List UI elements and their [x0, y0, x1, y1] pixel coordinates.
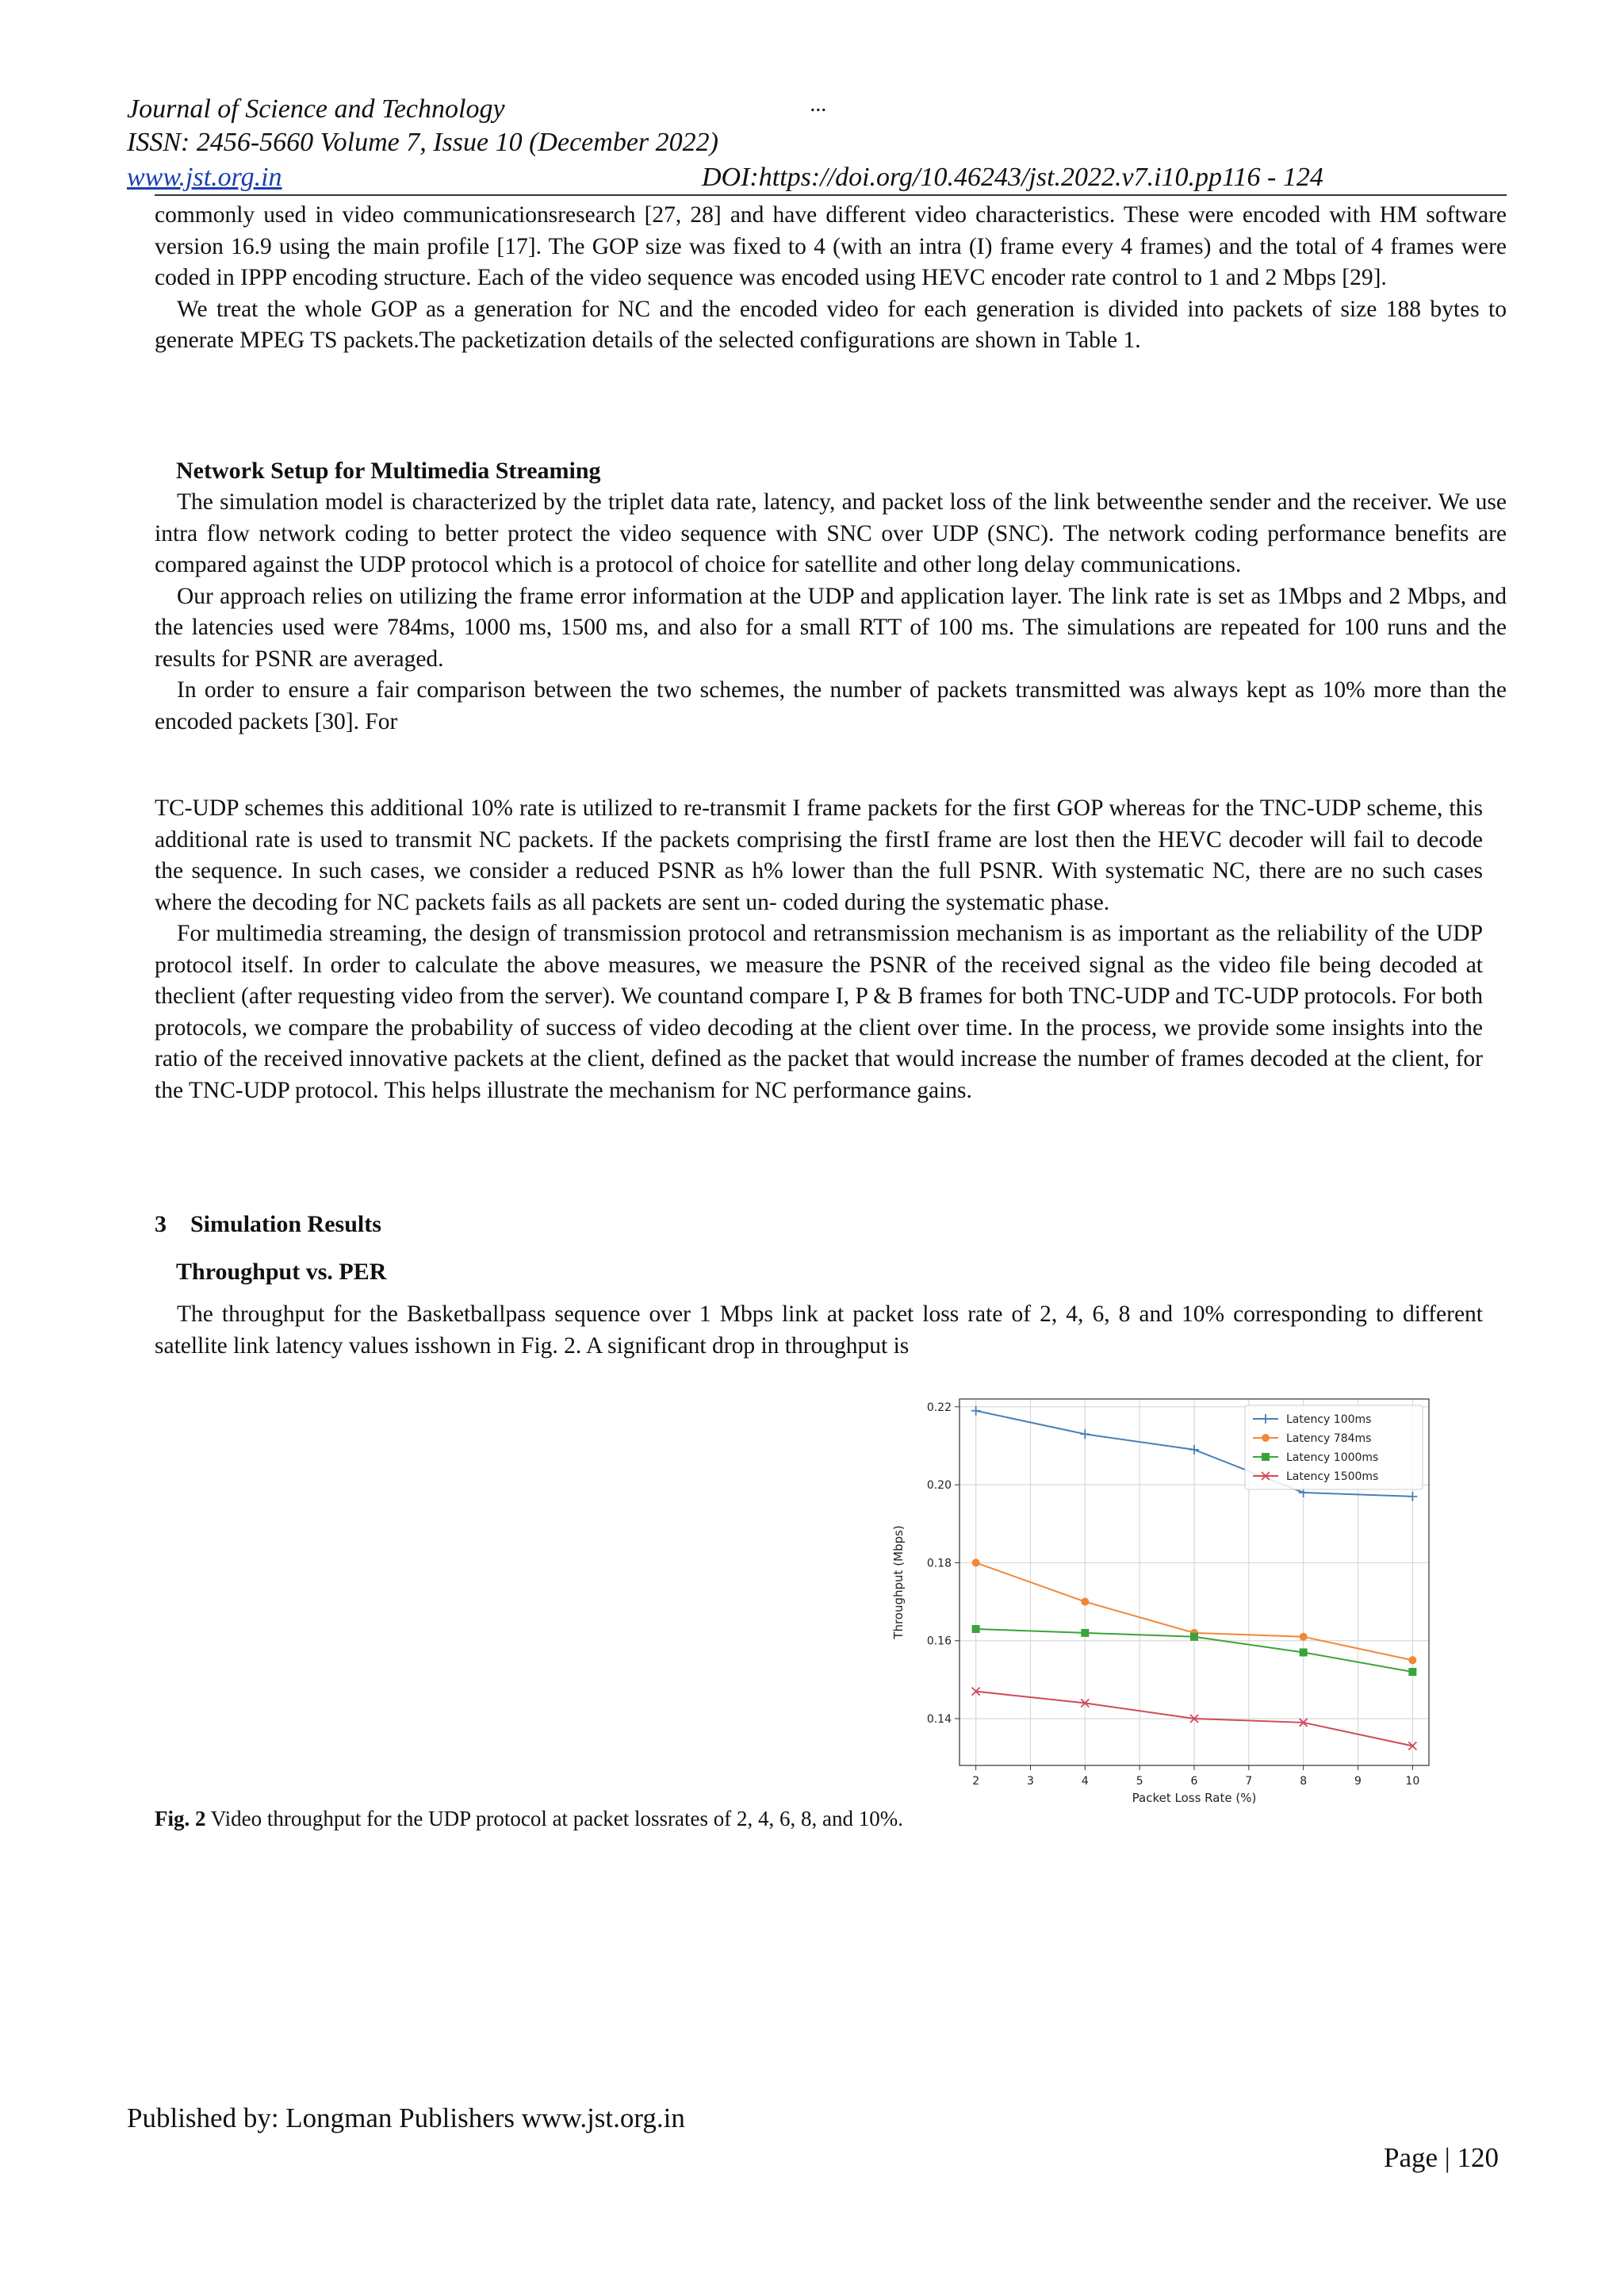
- series-3-point: [1190, 1633, 1198, 1641]
- legend-entry: Latency 784ms: [1286, 1432, 1372, 1445]
- x-tick-label: 5: [1136, 1775, 1143, 1788]
- x-tick-label: 3: [1027, 1775, 1034, 1788]
- series-2-point: [1081, 1598, 1089, 1606]
- y-tick-label: 0.20: [926, 1479, 952, 1493]
- y-tick-label: 0.14: [926, 1713, 952, 1727]
- paragraph-approach: Our approach relies on utilizing the frame error information at the UDP and application layer. The link rate is set as 1Mbps and 2 Mbps, and the latencies used were 784ms, 1000 ms, 1500 ms, and also for a small RTT of 100 ms. The simulations are repeated for 100 runs and the results for PSNR are averaged.: [155, 583, 1507, 672]
- series-2-point: [972, 1558, 980, 1566]
- series-2-point: [1408, 1656, 1416, 1664]
- heading-network-setup: Network Setup for Multimedia Streaming: [176, 458, 601, 484]
- x-tick-label: 9: [1354, 1775, 1362, 1788]
- throughput-chart-svg: [880, 1389, 1443, 1806]
- y-axis-label: Throughput (Mbps): [891, 1525, 906, 1639]
- body-section-top: [155, 200, 1507, 357]
- throughput-chart: [880, 1389, 1443, 1806]
- header-ellipsis: ...: [810, 92, 827, 117]
- x-tick-label: 10: [1405, 1775, 1420, 1788]
- legend-swatch-marker: [1262, 1434, 1270, 1442]
- journal-website-link[interactable]: www.jst.org.in: [127, 163, 282, 192]
- heading-throughput-vs-per: Throughput vs. PER: [176, 1259, 387, 1285]
- paragraph-encoding: commonly used in video communicationsresearch [27, 28] and have different video characteristics. These were encoded with HM software version 16.9 using the main profile [17]. The GOP size was fixed to 4 (with an intra (I) frame every 4 frames) and the total of 4 frames were coded in IPPP encoding structure. Each of the video sequence was encoded using HEVC encoder rate control to 1 and 2 Mbps [29].: [155, 202, 1507, 290]
- y-tick-label: 0.16: [926, 1635, 952, 1648]
- paragraph-throughput: The throughput for the Basketballpass sequence over 1 Mbps link at packet loss rate of 2, 4, 6, 8 and 10% corresponding to different satellite link latency values isshown in Fig. 2. A significant drop in throughput is: [155, 1301, 1483, 1359]
- legend-entry: Latency 1000ms: [1286, 1451, 1379, 1464]
- doi-line: DOI:https://doi.org/10.46243/jst.2022.v7.i10.pp116 - 124: [702, 163, 1323, 192]
- series-2-point: [1300, 1633, 1308, 1641]
- paragraph-simulation-model: The simulation model is characterized by the triplet data rate, latency, and packet loss of the link betweenthe sender and the receiver. We use intra flow network coding to better protect the video sequence with SNC over UDP (SNC). The network coding performance benefits are compared against the UDP protocol which is a protocol of choice for satellite and other long delay communications.: [155, 489, 1507, 577]
- header-divider: [155, 194, 1507, 196]
- figure-label: Fig. 2: [155, 1807, 206, 1830]
- series-3-point: [1408, 1668, 1416, 1676]
- footer-publisher: Published by: Longman Publishers www.jst.org.in: [127, 2102, 685, 2133]
- journal-title: Journal of Science and Technology: [127, 94, 505, 124]
- legend-swatch-marker: [1262, 1453, 1270, 1461]
- x-tick-label: 2: [972, 1775, 980, 1788]
- y-tick-label: 0.18: [926, 1557, 952, 1570]
- paragraph-packetization: We treat the whole GOP as a generation for NC and the encoded video for each generation is divided into packets of size 188 bytes to generate MPEG TS packets.The packetization details of the selected configurations are shown in Table 1.: [155, 296, 1507, 353]
- body-section-throughput: [155, 1299, 1483, 1362]
- paragraph-fair-comparison: In order to ensure a fair comparison between the two schemes, the number of packets transmitted was always kept as 10% more than the encoded packets [30]. For: [155, 677, 1507, 734]
- series-3-point: [972, 1625, 980, 1633]
- x-tick-label: 4: [1081, 1775, 1089, 1788]
- issn-line: ISSN: 2456-5660 Volume 7, Issue 10 (December 2022): [127, 128, 718, 157]
- paragraph-tc-udp: TC-UDP schemes this additional 10% rate is utilized to re-transmit I frame packets for the first GOP whereas for the TNC-UDP scheme, this additional rate is used to transmit NC packets. If the packets comprising the firstI frame are lost then the HEVC decoder will fail to decode the sequence. In such cases, we consider a reduced PSNR as h% lower than the full PSNR. With systematic NC, there are no such cases where the decoding for NC packets fails as all packets are sent un- coded during the systematic phase.: [155, 795, 1483, 915]
- series-3-point: [1081, 1629, 1089, 1637]
- series-3-point: [1300, 1648, 1308, 1656]
- x-tick-label: 7: [1245, 1775, 1253, 1788]
- legend-entry: Latency 100ms: [1286, 1413, 1372, 1426]
- heading-simulation-results: 3 Simulation Results: [155, 1211, 381, 1237]
- figure-caption-text: Video throughput for the UDP protocol at packet lossrates of 2, 4, 6, 8, and 10%.: [205, 1807, 903, 1830]
- x-axis-label: Packet Loss Rate (%): [1132, 1791, 1257, 1805]
- x-tick-label: 6: [1190, 1775, 1198, 1788]
- body-section-middle: [155, 793, 1483, 1106]
- paragraph-multimedia-streaming: For multimedia streaming, the design of transmission protocol and retransmission mechanism is as important as the reliability of the UDP protocol itself. In order to calculate the above measures, we measure the PSNR of the received signal as the video file being decoded at theclient (after requesting video from the server). We countand compare I, P & B frames for both TNC-UDP and TC-UDP protocols. For both protocols, we compare the probability of success of video decoding at the client over time. In the process, we provide some insights into the ratio of the received innovative packets at the client, defined as the packet that would increase the number of frames decoded at the client, for the TNC-UDP protocol. This helps illustrate the mechanism for NC performance gains.: [155, 921, 1483, 1103]
- y-tick-label: 0.22: [926, 1401, 952, 1414]
- body-section-network: [155, 487, 1507, 738]
- x-tick-label: 8: [1300, 1775, 1308, 1788]
- legend-entry: Latency 1500ms: [1286, 1470, 1379, 1483]
- page-number: Page | 120: [1384, 2142, 1500, 2173]
- figure-caption: [155, 1804, 903, 1833]
